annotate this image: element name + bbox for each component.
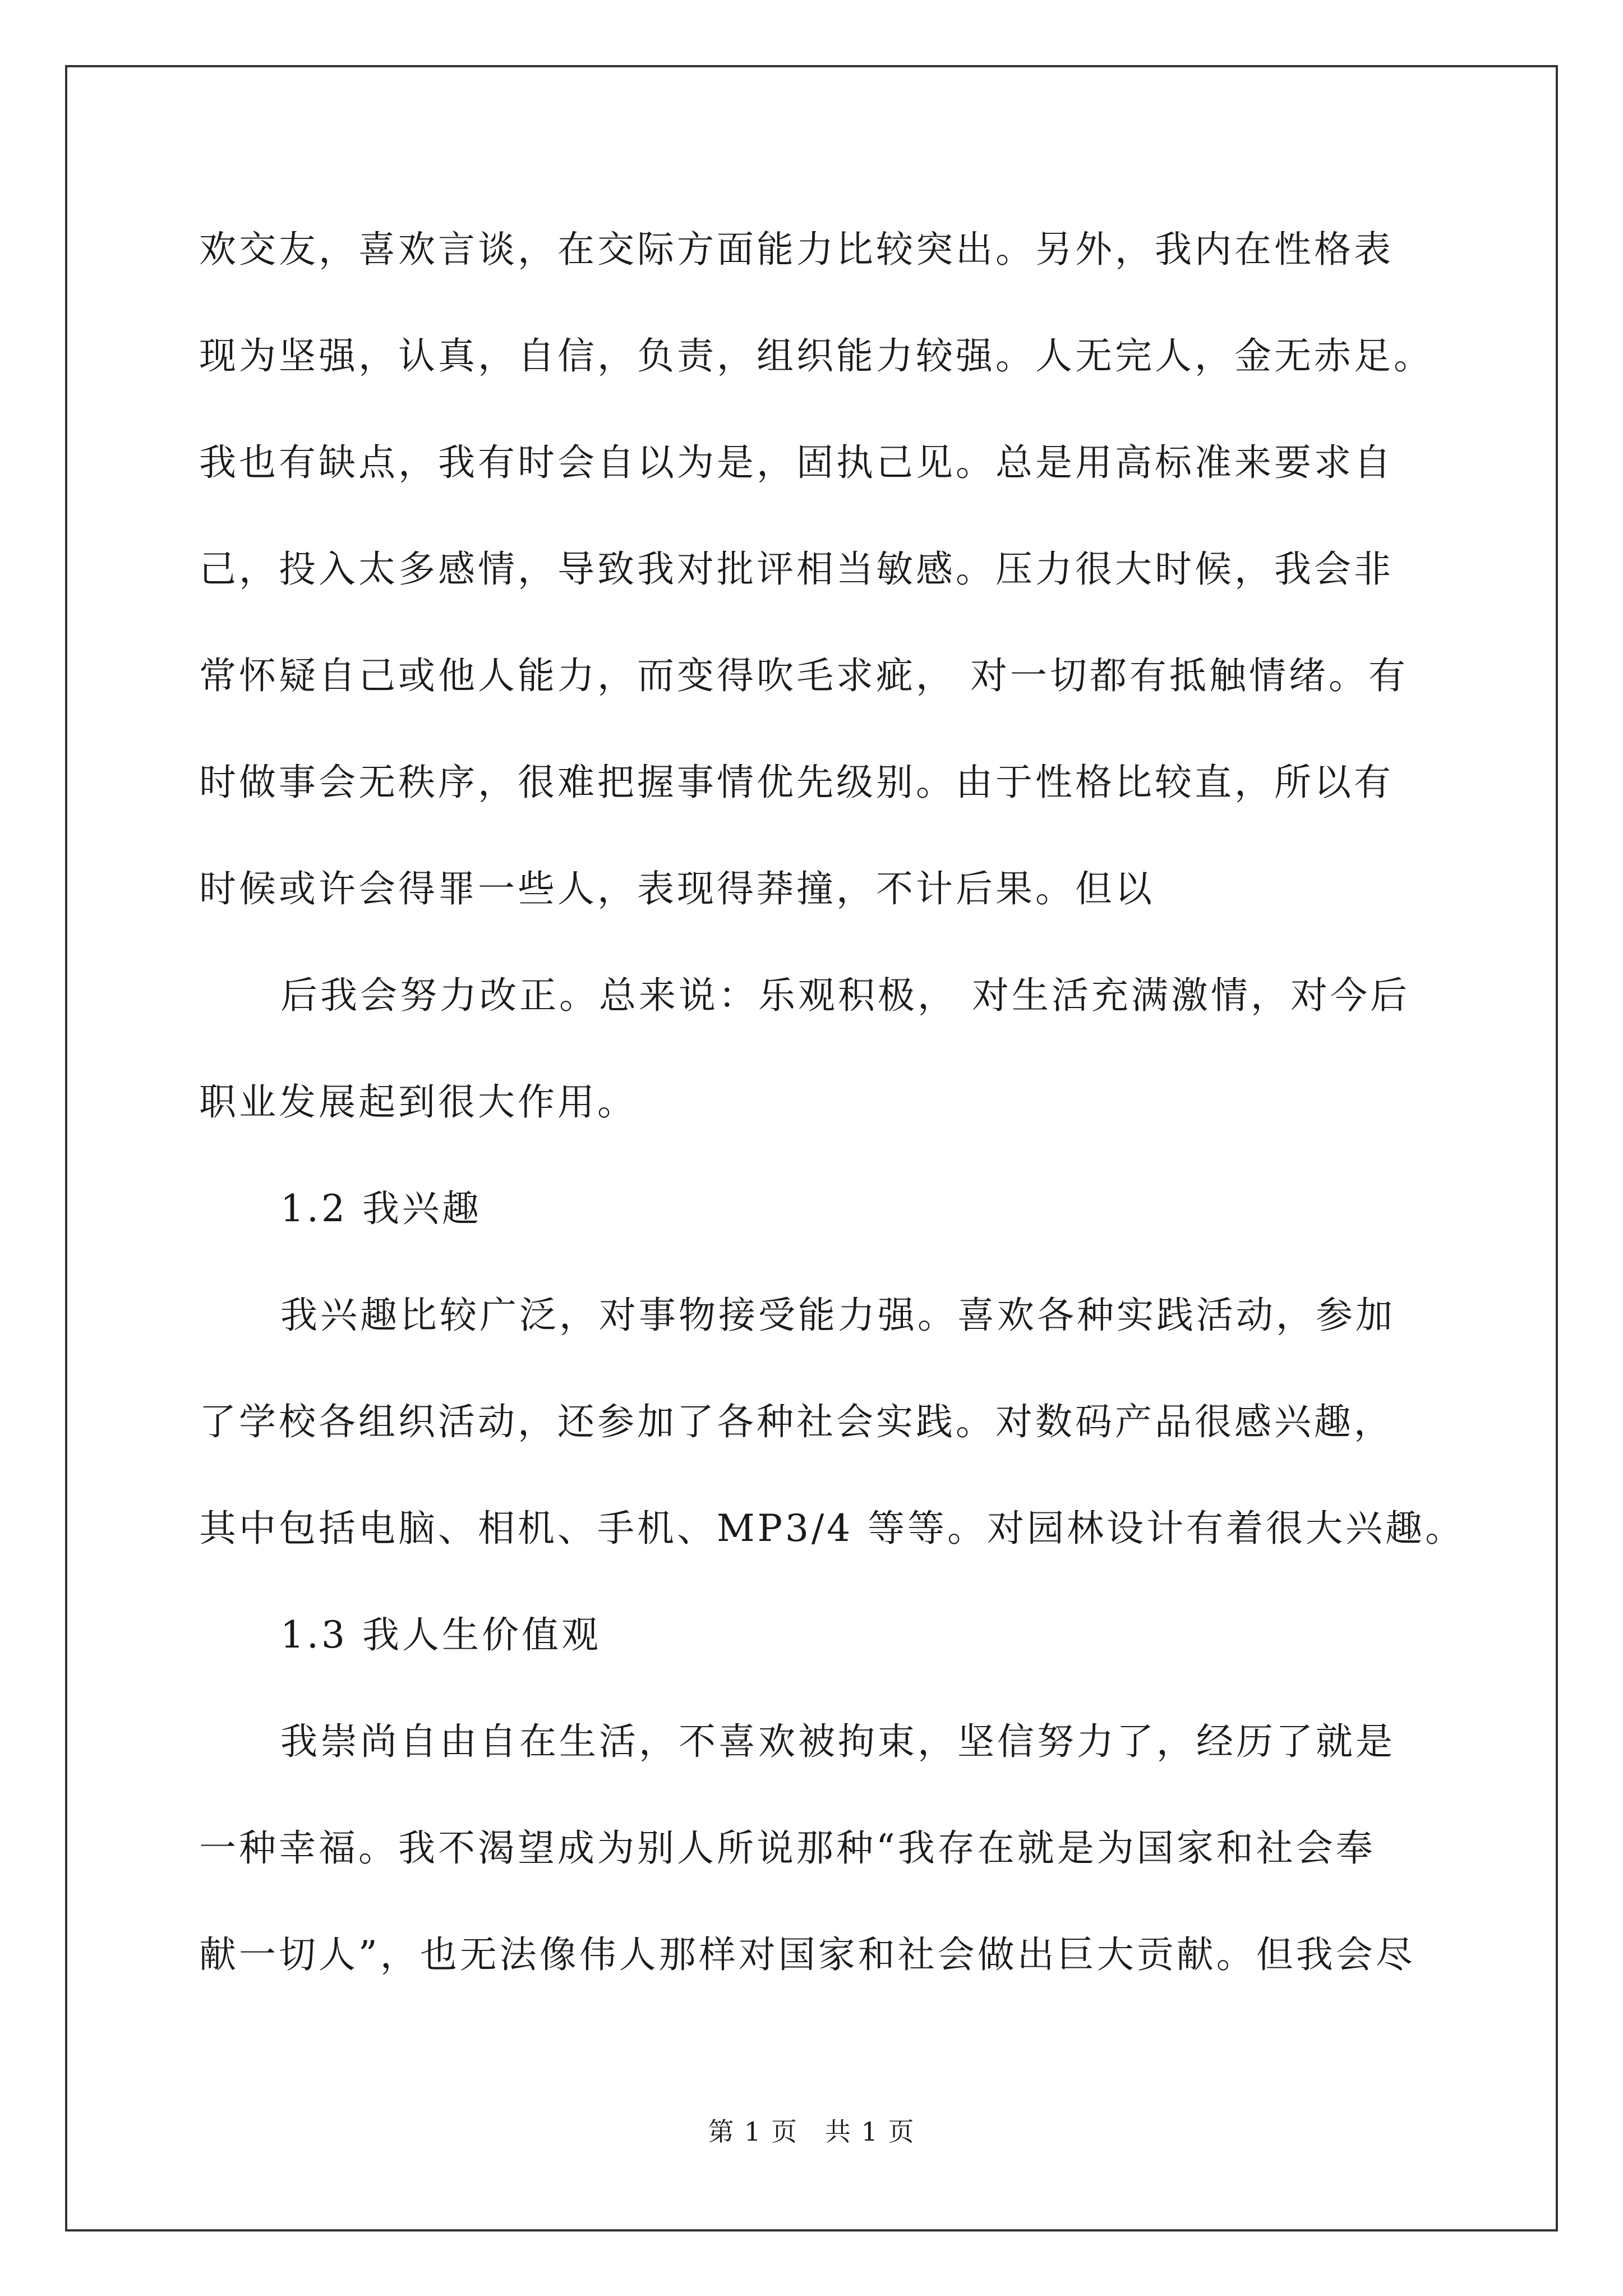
body-text-line: 己，投入太多感情，导致我对批评相当敏感。压力很大时候，我会非 xyxy=(199,547,1394,591)
body-text-line: 时做事会无秩序，很难把握事情优先级别。由于性格比较直，所以有 xyxy=(199,761,1394,804)
body-text-line: 其中包括电脑、相机、手机、MP3/4 等等。对园林设计有着很大兴趣。 xyxy=(199,1507,1465,1550)
page-border xyxy=(65,65,1558,2231)
body-text-line: 了学校各组织活动，还参加了各种社会实践。对数码产品很感兴趣， xyxy=(199,1400,1394,1443)
body-text-line: 欢交友，喜欢言谈，在交际方面能力比较突出。另外，我内在性格表 xyxy=(199,228,1394,271)
body-text-line: 时候或许会得罪一些人，表现得莽撞，不计后果。但以 xyxy=(199,867,1155,910)
body-text-line: 我兴趣比较广泛，对事物接受能力强。喜欢各种实践活动，参加 xyxy=(280,1294,1395,1337)
body-text-line: 我崇尚自由自在生活，不喜欢被拘束，坚信努力了，经历了就是 xyxy=(280,1720,1395,1763)
body-text-line: 后我会努力改正。总来说：乐观积极， 对生活充满激情，对今后 xyxy=(280,974,1410,1017)
section-heading: 1.2 我兴趣 xyxy=(280,1187,482,1230)
body-text-line: 我也有缺点，我有时会自以为是，固执己见。总是用高标准来要求自 xyxy=(199,441,1394,484)
page-number-footer: 第 1 页 共 1 页 xyxy=(708,2116,915,2147)
body-text-line: 一种幸福。我不渴望成为别人所说那种“我存在就是为国家和社会奉 xyxy=(199,1826,1376,1870)
body-text-line: 现为坚强，认真，自信，负责，组织能力较强。人无完人，金无赤足。 xyxy=(199,334,1433,378)
body-text-line: 献一切人”，也无法像伟人那样对国家和社会做出巨大贡献。但我会尽 xyxy=(199,1933,1415,1976)
body-text-line: 职业发展起到很大作用。 xyxy=(199,1080,637,1124)
body-text-line: 常怀疑自己或他人能力，而变得吹毛求疵， 对一切都有抵触情绪。有 xyxy=(199,654,1408,697)
section-heading: 1.3 我人生价值观 xyxy=(280,1613,601,1657)
